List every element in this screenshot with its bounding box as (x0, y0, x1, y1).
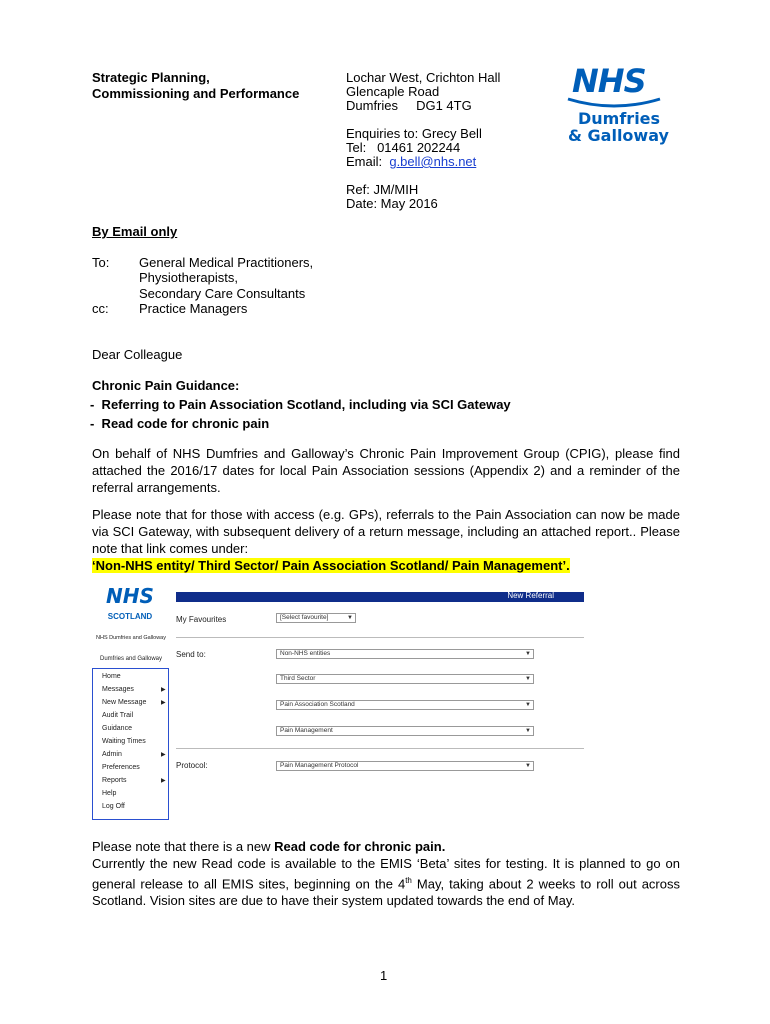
logo-galloway: & Galloway (568, 126, 669, 145)
dropdown-arrow-icon: ▼ (525, 702, 531, 708)
menu-item-messages[interactable]: Messages (102, 686, 134, 693)
send-to-select-3[interactable]: Pain Association Scotland ▼ (276, 700, 534, 710)
paragraph-2-text: Please note that for those with access (e.g. GPs), referrals to the Pain Association can now be made via SCI Gateway, with subsequent delivery of a return message, including an attached report.. Please note that link comes under: (92, 507, 680, 556)
dropdown-arrow-icon: ▼ (525, 728, 531, 734)
enquiries-line: Enquiries to: Grecy Bell (346, 126, 482, 141)
send-to-select-4[interactable]: Pain Management ▼ (276, 726, 534, 736)
my-favourites-label: My Favourites (176, 615, 227, 624)
email-label: Email: (346, 154, 390, 169)
department-line-1: Strategic Planning, (92, 70, 210, 85)
menu-item-log-off[interactable]: Log Off (102, 803, 125, 810)
chevron-right-icon: ▶ (161, 778, 166, 784)
divider (176, 637, 584, 638)
screenshot-scotland-label: SCOTLAND (107, 612, 153, 621)
cc-label: cc: (92, 301, 109, 316)
menu-item-guidance[interactable]: Guidance (102, 725, 132, 732)
send-to-label: Send to: (176, 650, 206, 659)
date-line: Date: May 2016 (346, 196, 438, 211)
menu-item-audit-trail[interactable]: Audit Trail (102, 712, 134, 719)
cc-recipient: Practice Managers (139, 301, 248, 316)
chevron-right-icon: ▶ (161, 687, 166, 693)
to-label: To: (92, 255, 110, 270)
email-line (346, 154, 476, 169)
menu-item-new-message[interactable]: New Message (102, 699, 147, 706)
screenshot-menu (92, 668, 169, 820)
recipient-3: Secondary Care Consultants (139, 286, 306, 301)
protocol-label: Protocol: (176, 761, 208, 770)
referral-path-highlight: ‘Non-NHS entity/ Third Sector/ Pain Association Scotland/ Pain Management’. (92, 558, 570, 573)
read-code-heading: Read code for chronic pain. (274, 839, 446, 854)
dropdown-arrow-icon: ▼ (525, 763, 531, 769)
send-to-select-2[interactable]: Third Sector ▼ (276, 674, 534, 684)
dropdown-arrow-icon: ▼ (347, 615, 353, 621)
address-line-1: Lochar West, Crichton Hall (346, 70, 501, 85)
screenshot-title-bar (176, 592, 584, 602)
sci-gateway-screenshot (92, 584, 588, 820)
chevron-right-icon: ▶ (161, 752, 166, 758)
chevron-right-icon: ▶ (161, 700, 166, 706)
screenshot-nhs-logo: NHS (106, 584, 154, 608)
ref-line: Ref: JM/MIH (346, 182, 419, 197)
paragraph-3-prefix: Please note that there is a new (92, 839, 275, 854)
paragraph-4: Currently the new Read code is available to the EMIS ‘Beta’ sites for testing. It is planned to go on general release to all EMIS sites, beginning on the 4th May, taking about 2 weeks to roll out across Scotland. Vision sites are due to have their system updated towards the end of May. (92, 856, 680, 909)
menu-item-preferences[interactable]: Preferences (102, 764, 140, 771)
screenshot-org-line-2: Dumfries and Galloway (99, 656, 163, 662)
subject-title: Chronic Pain Guidance: (92, 378, 240, 393)
dropdown-arrow-icon: ▼ (525, 651, 531, 657)
address-line-3: Dumfries DG1 4TG (346, 98, 472, 113)
dropdown-arrow-icon: ▼ (525, 676, 531, 682)
recipient-1: General Medical Practitioners, (139, 255, 314, 270)
page-number: 1 (380, 968, 388, 983)
tel-line: Tel: 01461 202244 (346, 140, 461, 155)
menu-item-help[interactable]: Help (102, 790, 117, 797)
recipient-2: Physiotherapists, (139, 270, 238, 285)
menu-item-home[interactable]: Home (102, 673, 121, 680)
department-line-2: Commissioning and Performance (92, 86, 300, 101)
menu-item-admin[interactable]: Admin (102, 751, 122, 758)
paragraph-3 (92, 838, 680, 855)
new-referral-title: New Referral (507, 591, 554, 600)
menu-item-waiting-times[interactable]: Waiting Times (102, 738, 146, 745)
screenshot-sidebar (92, 584, 170, 820)
favourites-select[interactable]: [Select favourite] ▼ (276, 613, 356, 623)
subject-item-2: - Read code for chronic pain (90, 416, 270, 431)
nhs-logo: NHS (572, 62, 646, 100)
paragraph-2 (92, 506, 680, 574)
protocol-select[interactable]: Pain Management Protocol ▼ (276, 761, 534, 771)
salutation: Dear Colleague (92, 347, 183, 362)
logo-swoosh-icon (566, 97, 662, 109)
logo-dumfries: Dumfries (578, 109, 661, 128)
subject-item-1: - Referring to Pain Association Scotland, including via SCI Gateway (90, 397, 511, 412)
send-to-select-1[interactable]: Non-NHS entities ▼ (276, 649, 534, 659)
email-link[interactable]: g.bell@nhs.net (389, 154, 477, 169)
by-email-heading: By Email only (92, 224, 178, 239)
screenshot-org-line-1: NHS Dumfries and Galloway (96, 635, 166, 641)
divider (176, 748, 584, 749)
menu-item-reports[interactable]: Reports (102, 777, 127, 784)
paragraph-1: On behalf of NHS Dumfries and Galloway’s Chronic Pain Improvement Group (CPIG), please find attached the 2016/17 dates for local Pain Association sessions (Appendix 2) and a reminder of the referral arrangements. (92, 446, 680, 495)
address-line-2: Glencaple Road (346, 84, 440, 99)
